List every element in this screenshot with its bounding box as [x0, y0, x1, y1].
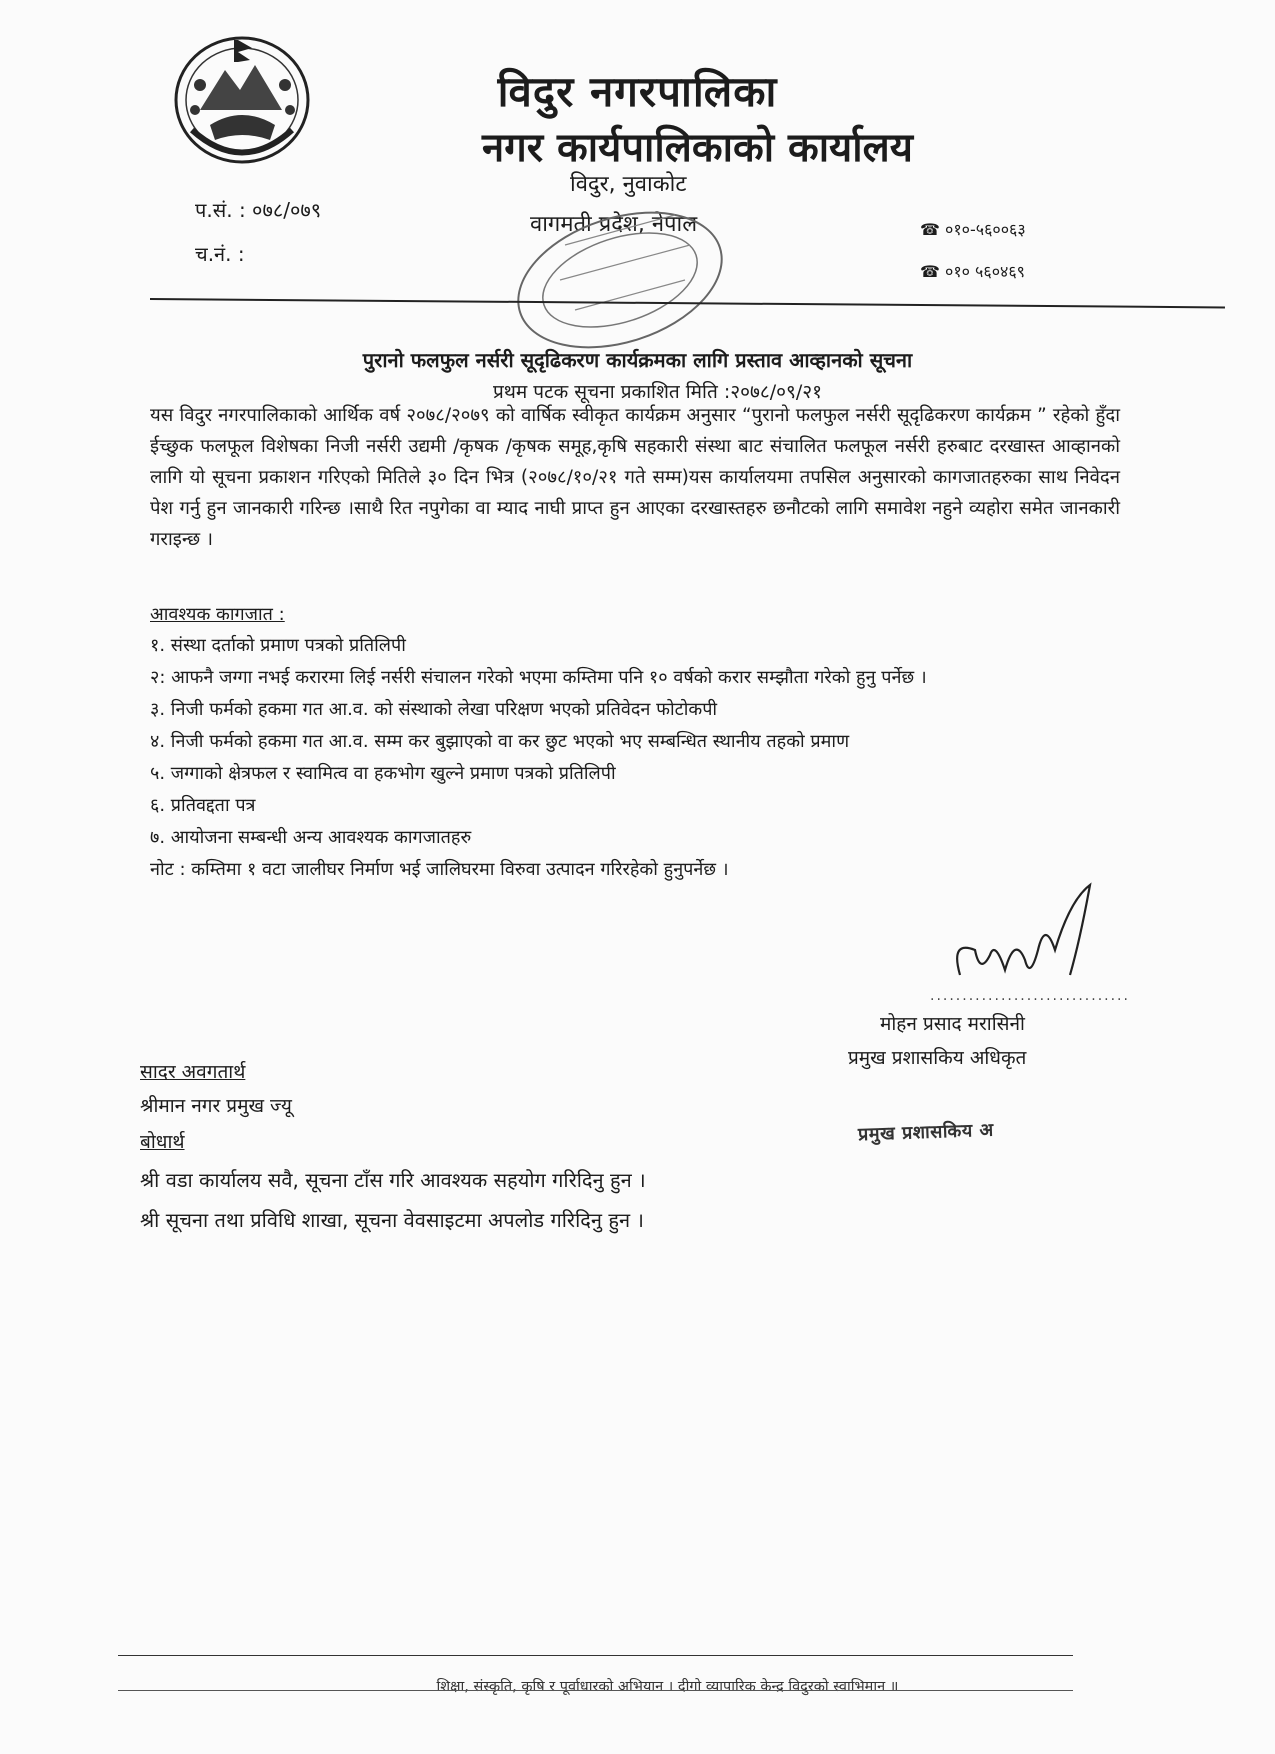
cc-recipient-wards: श्री वडा कार्यालय सवै, सूचना टाँस गरि आवश्यक सहयोग गरिदिनु हुन । [140, 1168, 646, 1192]
list-item: ५. जग्गाको क्षेत्रफल र स्वामित्व वा हकभोग खुल्ने प्रमाण पत्रको प्रतिलिपी [150, 763, 616, 784]
signatory-title: प्रमुख प्रशासकिय अधिकृत [848, 1047, 1027, 1069]
address-line-1: विदुर, नुवाकोट [570, 172, 687, 197]
cc-recipient-mayor: श्रीमान नगर प्रमुख ज्यू [140, 1095, 292, 1117]
notice-body: यस विदुर नगरपालिकाको आर्थिक वर्ष २०७८/२०७९ को वार्षिक स्वीकृत कार्यक्रम अनुसार “पुरानो फलफुल नर्सरी सूदृढिकरण कार्यक्रम ” रहेको हुँदा ईच्छुक फलफूल विशेषका निजी नर्सरी उद्यमी /कृषक /कृषक समूह,कृषि सहकारी संस्था बाट संचालित फलफूल नर्सरी हरुबाट दरखास्त आव्हानको लागि यो सूचना प्रकाशन गरिएको मितिले ३० दिन भित्र (२०७८/१०/२१ गते सम्म)यस कार्यालयमा तपसिल अनुसारको कागजातहरुका साथ निवेदन पेश गर्नु हुन जानकारी गरिन्छ ।साथै रित नपुगेका वा म्याद नाघी प्राप्त हुन आएका दरखास्तहरु छनौटको लागि समावेश नहुने व्यहोरा समेत जानकारी गराइन्छ । [150, 405, 1120, 550]
list-item: २: आफनै जग्गा नभई करारमा लिई नर्सरी संचालन गरेको भएमा कम्तिमा पनि १० वर्षको करार सम्झौता गरेको हुनु पर्नेछ । [150, 667, 927, 688]
footer-motto: शिक्षा, संस्कृति, कृषि र पूर्वाधारको अभियान । दीगो व्यापारिक केन्द्र विदुरको स्वाभिमान ॥ [436, 1679, 899, 1695]
note: नोट : कम्तिमा १ वटा जालीघर निर्माण भई जालिघरमा विरुवा उत्पादन गरिरहेको हुनुपर्नेछ । [150, 859, 729, 880]
signature-icon [920, 880, 1100, 1000]
cc-recipient-it: श्री सूचना तथा प्रविधि शाखा, सूचना वेवसाइटमा अपलोड गरिदिनु हुन । [140, 1208, 644, 1232]
notice-subject: पुरानो फलफुल नर्सरी सूदृढिकरण कार्यक्रमका लागि प्रस्ताव आव्हानको सूचना [362, 348, 913, 372]
required-documents-list [150, 630, 1130, 886]
phone-number-1: ☎ ०१०-५६००६३ [920, 220, 1026, 239]
signature-line: ............................... [930, 988, 1130, 1004]
list-item: ४. निजी फर्मको हकमा गत आ.व. सम्म कर बुझाएको वा कर छुट भएको भए सम्बन्धित स्थानीय तहको प्रमाण [150, 731, 850, 752]
dispatch-number: च.नं. : [195, 242, 245, 266]
cc-heading-action: बोधार्थ [140, 1131, 185, 1153]
cc-heading-info: सादर अवगतार्थ [140, 1061, 246, 1083]
office-stamp [505, 205, 735, 355]
publish-date: प्रथम पटक सूचना प्रकाशित मिति :२०७८/०९/२१ [492, 381, 823, 403]
office-name: नगर कार्यपालिकाको कार्यालय [482, 125, 913, 171]
required-documents-heading: आवश्यक कागजात : [150, 604, 285, 625]
address-line-2: वागमती प्रदेश, नेपाल [530, 212, 698, 237]
footer-divider-bottom [118, 1690, 1073, 1691]
list-item: ६. प्रतिवद्दता पत्र [150, 795, 256, 816]
list-item: ३. निजी फर्मको हकमा गत आ.व. को संस्थाको लेखा परिक्षण भएको प्रतिवेदन फोटोकपी [150, 699, 718, 720]
list-item: १. संस्था दर्ताको प्रमाण पत्रको प्रतिलिपी [150, 635, 406, 656]
footer-divider-top [118, 1655, 1073, 1656]
list-item: ७. आयोजना सम्बन्धी अन्य आवश्यक कागजातहरु [150, 827, 472, 848]
municipality-name: विदुर नगरपालिका [497, 67, 778, 116]
reference-number: प.सं. : ०७८/०७९ [195, 198, 322, 222]
signatory-name: मोहन प्रसाद मरासिनी [880, 1013, 1025, 1035]
signatory-stamp: प्रमुख प्रशासकिय अ [857, 1119, 995, 1146]
phone-number-2: ☎ ०१० ५६०४६९ [920, 262, 1025, 281]
